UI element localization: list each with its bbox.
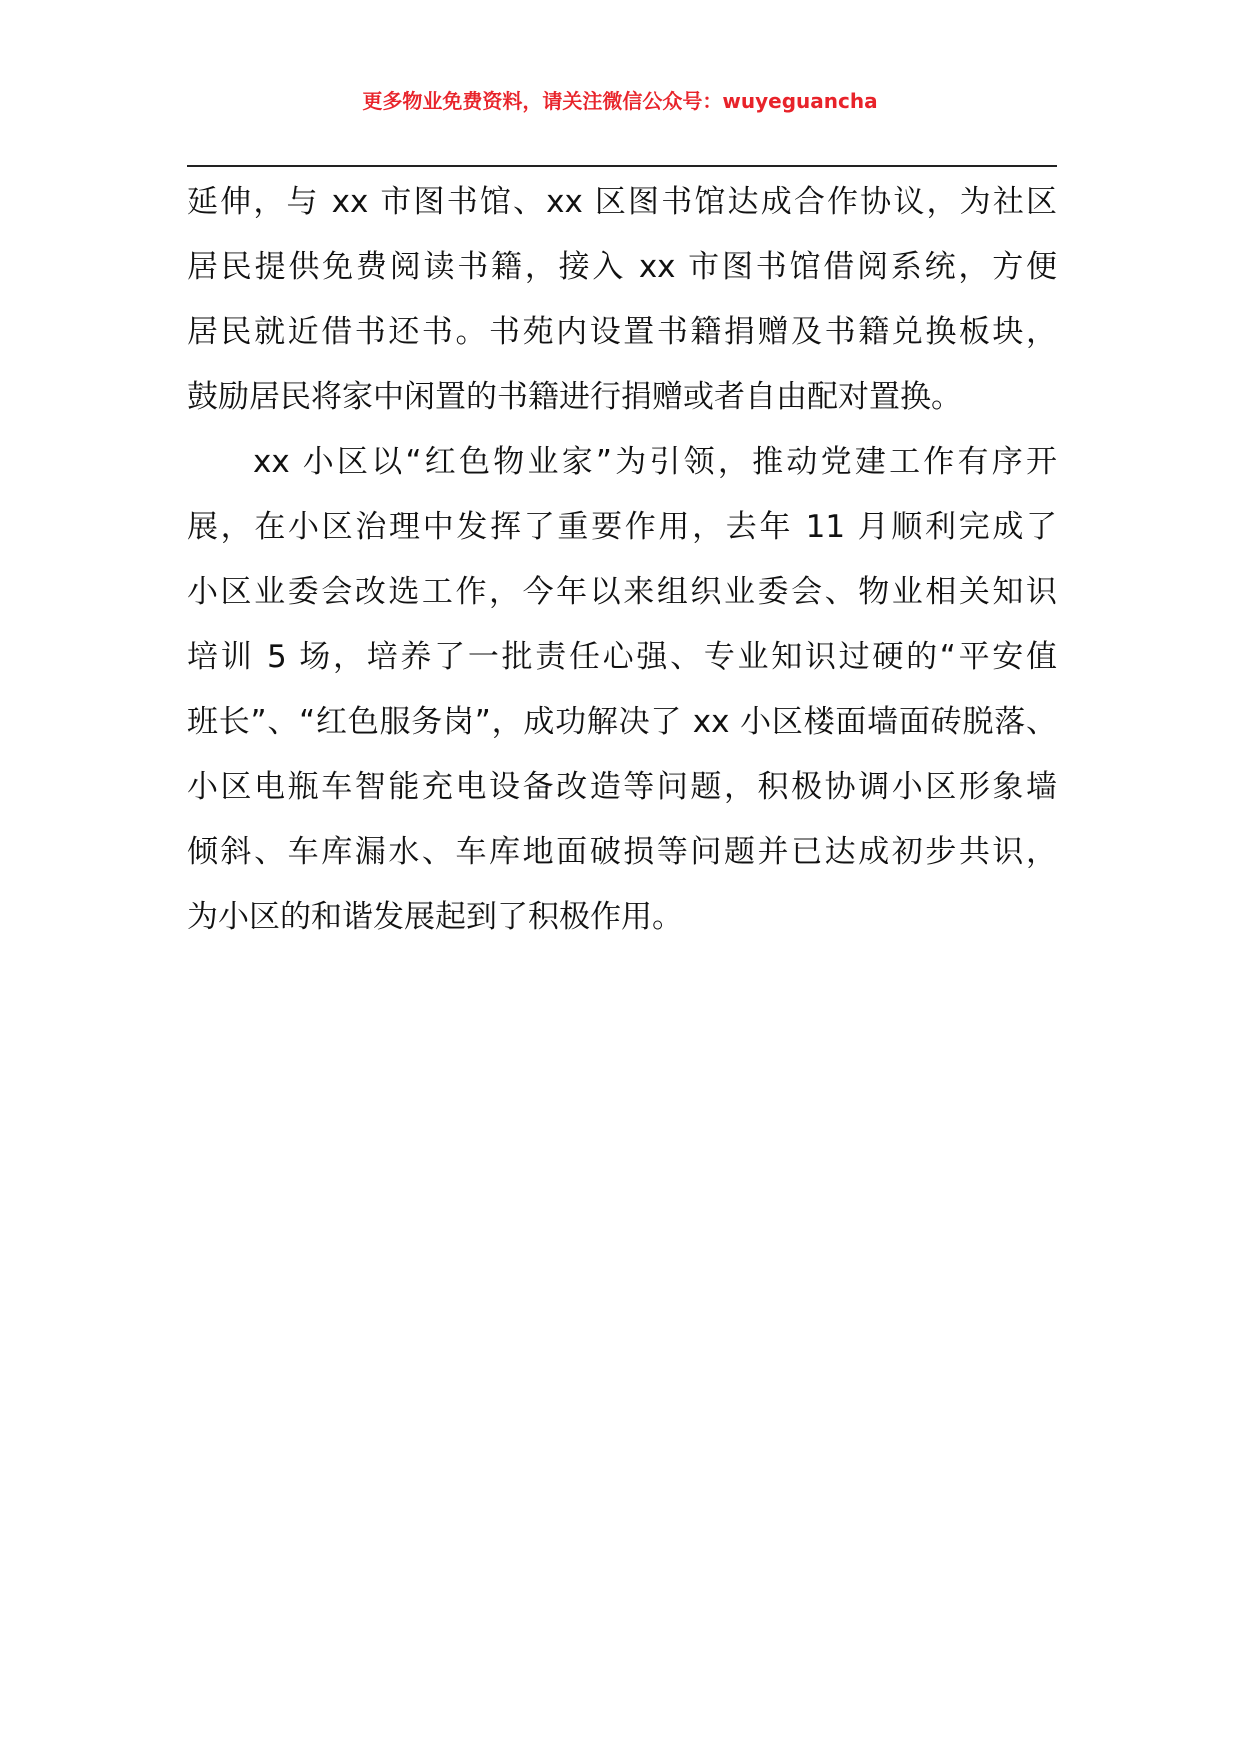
document-body [187,170,1057,950]
header-divider [187,165,1057,167]
text-line: 鼓励居民将家中闲置的书籍进行捐赠或者自由配对置换。 [187,379,962,415]
paragraph-1 [187,170,1057,430]
text-line: xx 小区以“红色物业家”为引领，推动党建工作有序开 [253,444,1057,480]
text-line: 培训 5 场，培养了一批责任心强、专业知识过硬的“平安值 [187,639,1057,675]
text-line: 居民提供免费阅读书籍，接入 xx 市图书馆借阅系统，方便 [187,249,1057,285]
text-line: 小区电瓶车智能充电设备改造等问题，积极协调小区形象墙 [187,769,1057,805]
text-line: 居民就近借书还书。书苑内设置书籍捐赠及书籍兑换板块， [187,314,1057,350]
text-line: 为小区的和谐发展起到了积极作用。 [187,899,683,935]
text-line: 延伸，与 xx 市图书馆、xx 区图书馆达成合作协议，为社区 [187,184,1057,220]
text-line: 小区业委会改选工作，今年以来组织业委会、物业相关知识 [187,574,1057,610]
text-line: 班长”、“红色服务岗”，成功解决了 xx 小区楼面墙面砖脱落、 [187,704,1057,740]
text-line: 展，在小区治理中发挥了重要作用，去年 11 月顺利完成了 [187,509,1057,545]
text-line: 倾斜、车库漏水、车库地面破损等问题并已达成初步共识， [187,834,1057,870]
header-promo-note: 更多物业免费资料，请关注微信公众号：wuyeguancha [362,89,878,113]
paragraph-2 [187,430,1057,950]
